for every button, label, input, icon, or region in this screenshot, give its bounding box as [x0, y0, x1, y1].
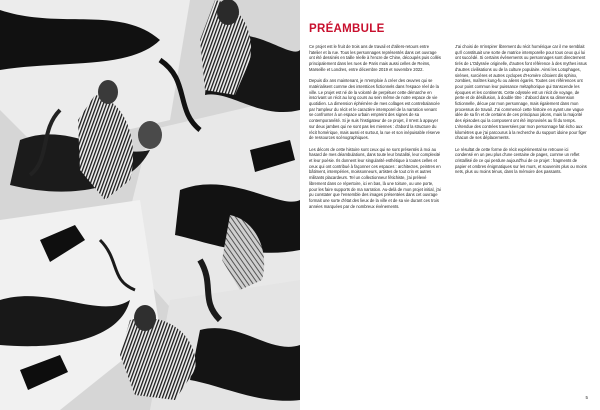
left-text-column: [309, 44, 441, 215]
page-title: PRÉAMBULE: [309, 23, 385, 35]
text-page: [300, 0, 600, 410]
right-text-column: [455, 44, 587, 181]
page-number: 5: [585, 395, 588, 400]
paragraph: Les décors de cette histoire sont ceux qui se sont présentés à moi au hasard de mes déambulations, dans toute leur brutalité, leur complexité et leur poésie. Ils donnent leur singularité esthétique à toutes celles et ceux qui ont contribué à façonner ces espaces : architectes, peintres en bâtiment, intempéries, moissonneurs, artistes de tout crin et autres militants placardeurs. Tel un collectionneur fétichiste, j'ai prélevé librement dans ce répertoire, ici en bas, là une toiture, ou une porte, pour les faire supports de ma narration. Au-delà de mon projet initial, j'ai pu constater que l'ensemble des images présentées dans cet ouvrage formait une sorte d'état des lieux de la ville et de sa vie durant ces trois années marquées par de nombreux événements.: [309, 146, 441, 209]
paragraph: Depuis dix ans maintenant, je m'emploie à créer des œuvres qui se matérialisent comme des interstices fictionnels dans l'espace réel de la ville. Le projet est né de la volonté de perpétuer cette démarche en inscrivant un récit au long cours au sein même de notre espace de vie quotidien. La dimension éphémère de mes collages est contrebalancée par l'ampleur du récit et le caractère intemporel de la narration venant se confronter à un espace urbain empreint des signes de sa contemporanéité. Si je suis l'instigateur de ce projet, il m'est à appuyer sur deux jambes qui ne sont pas les miennes : d'abord la structure du récit homérique, mais aussi et surtout, la rue et son inépuisable réserve de ressources scénographiques.: [309, 78, 440, 141]
paragraph: Le résultat de cette forme de récit expérimental se retrouve ici condensé en un peu plus d'une centaine de pages, comme un reflet cristallisé de ce qui perdure aujourd'hui de ce projet : fragments de papier et ombres énigmatiques sur les murs, et souvenirs plus ou moins nets, plus ou moins ténus, dans la mémoire des passants.: [455, 146, 587, 175]
paragraph: Ce projet est le fruit de trois ans de travail et d'allers-retours entre l'atelier et la rue. Tous les personnages représentés dans cet ouvrage ont été dessinés en taille réelle à l'encre de Chine, découpés puis collés principalement dans les rues de Paris mais aussi celles de Reims, Marseille et Londres, entre décembre 2019 et novembre 2022.: [309, 44, 441, 72]
paragraph: J'ai choisi de m'inspirer librement du récit homérique car il me semblait qu'il constituait une sorte de matrice intemporelle pour tous ceux qui lui ont succédé. Si certains évènements ou personnages sont directement tirés de L'Odyssée originelle, d'autres font référence à des mythes issus d'autres civilisations ou de la culture populaire. Ainsi les Lotophages, sirènes, sorcières et autres cyclopes d'Homère côtoient dis sphinx, zombies, maîtres kung-fu ou aliens égarés. Toutes ces références ont pour point commun leur puissance métaphorique qui transcende les époques et les continents. Cette odyssée est un récit de voyage, de perte et de désillusion, à double titre : d'abord dans sa dimension fictionnelle, décue par mon personnage, mais également dans mon processus de travail. J'ai commencé cette histoire en ayant une vague idée de sa fin et de certains de ces principaux jalons, mais la majorité des épisodes qui la composent ont été improvisés au fil du temps. L'étendue des contrées traversées par mon personnage fait écho aux kilomètres que j'ai parcourus à la recherche du support idoine pour figer chacun de ses déplacements.: [455, 44, 587, 141]
